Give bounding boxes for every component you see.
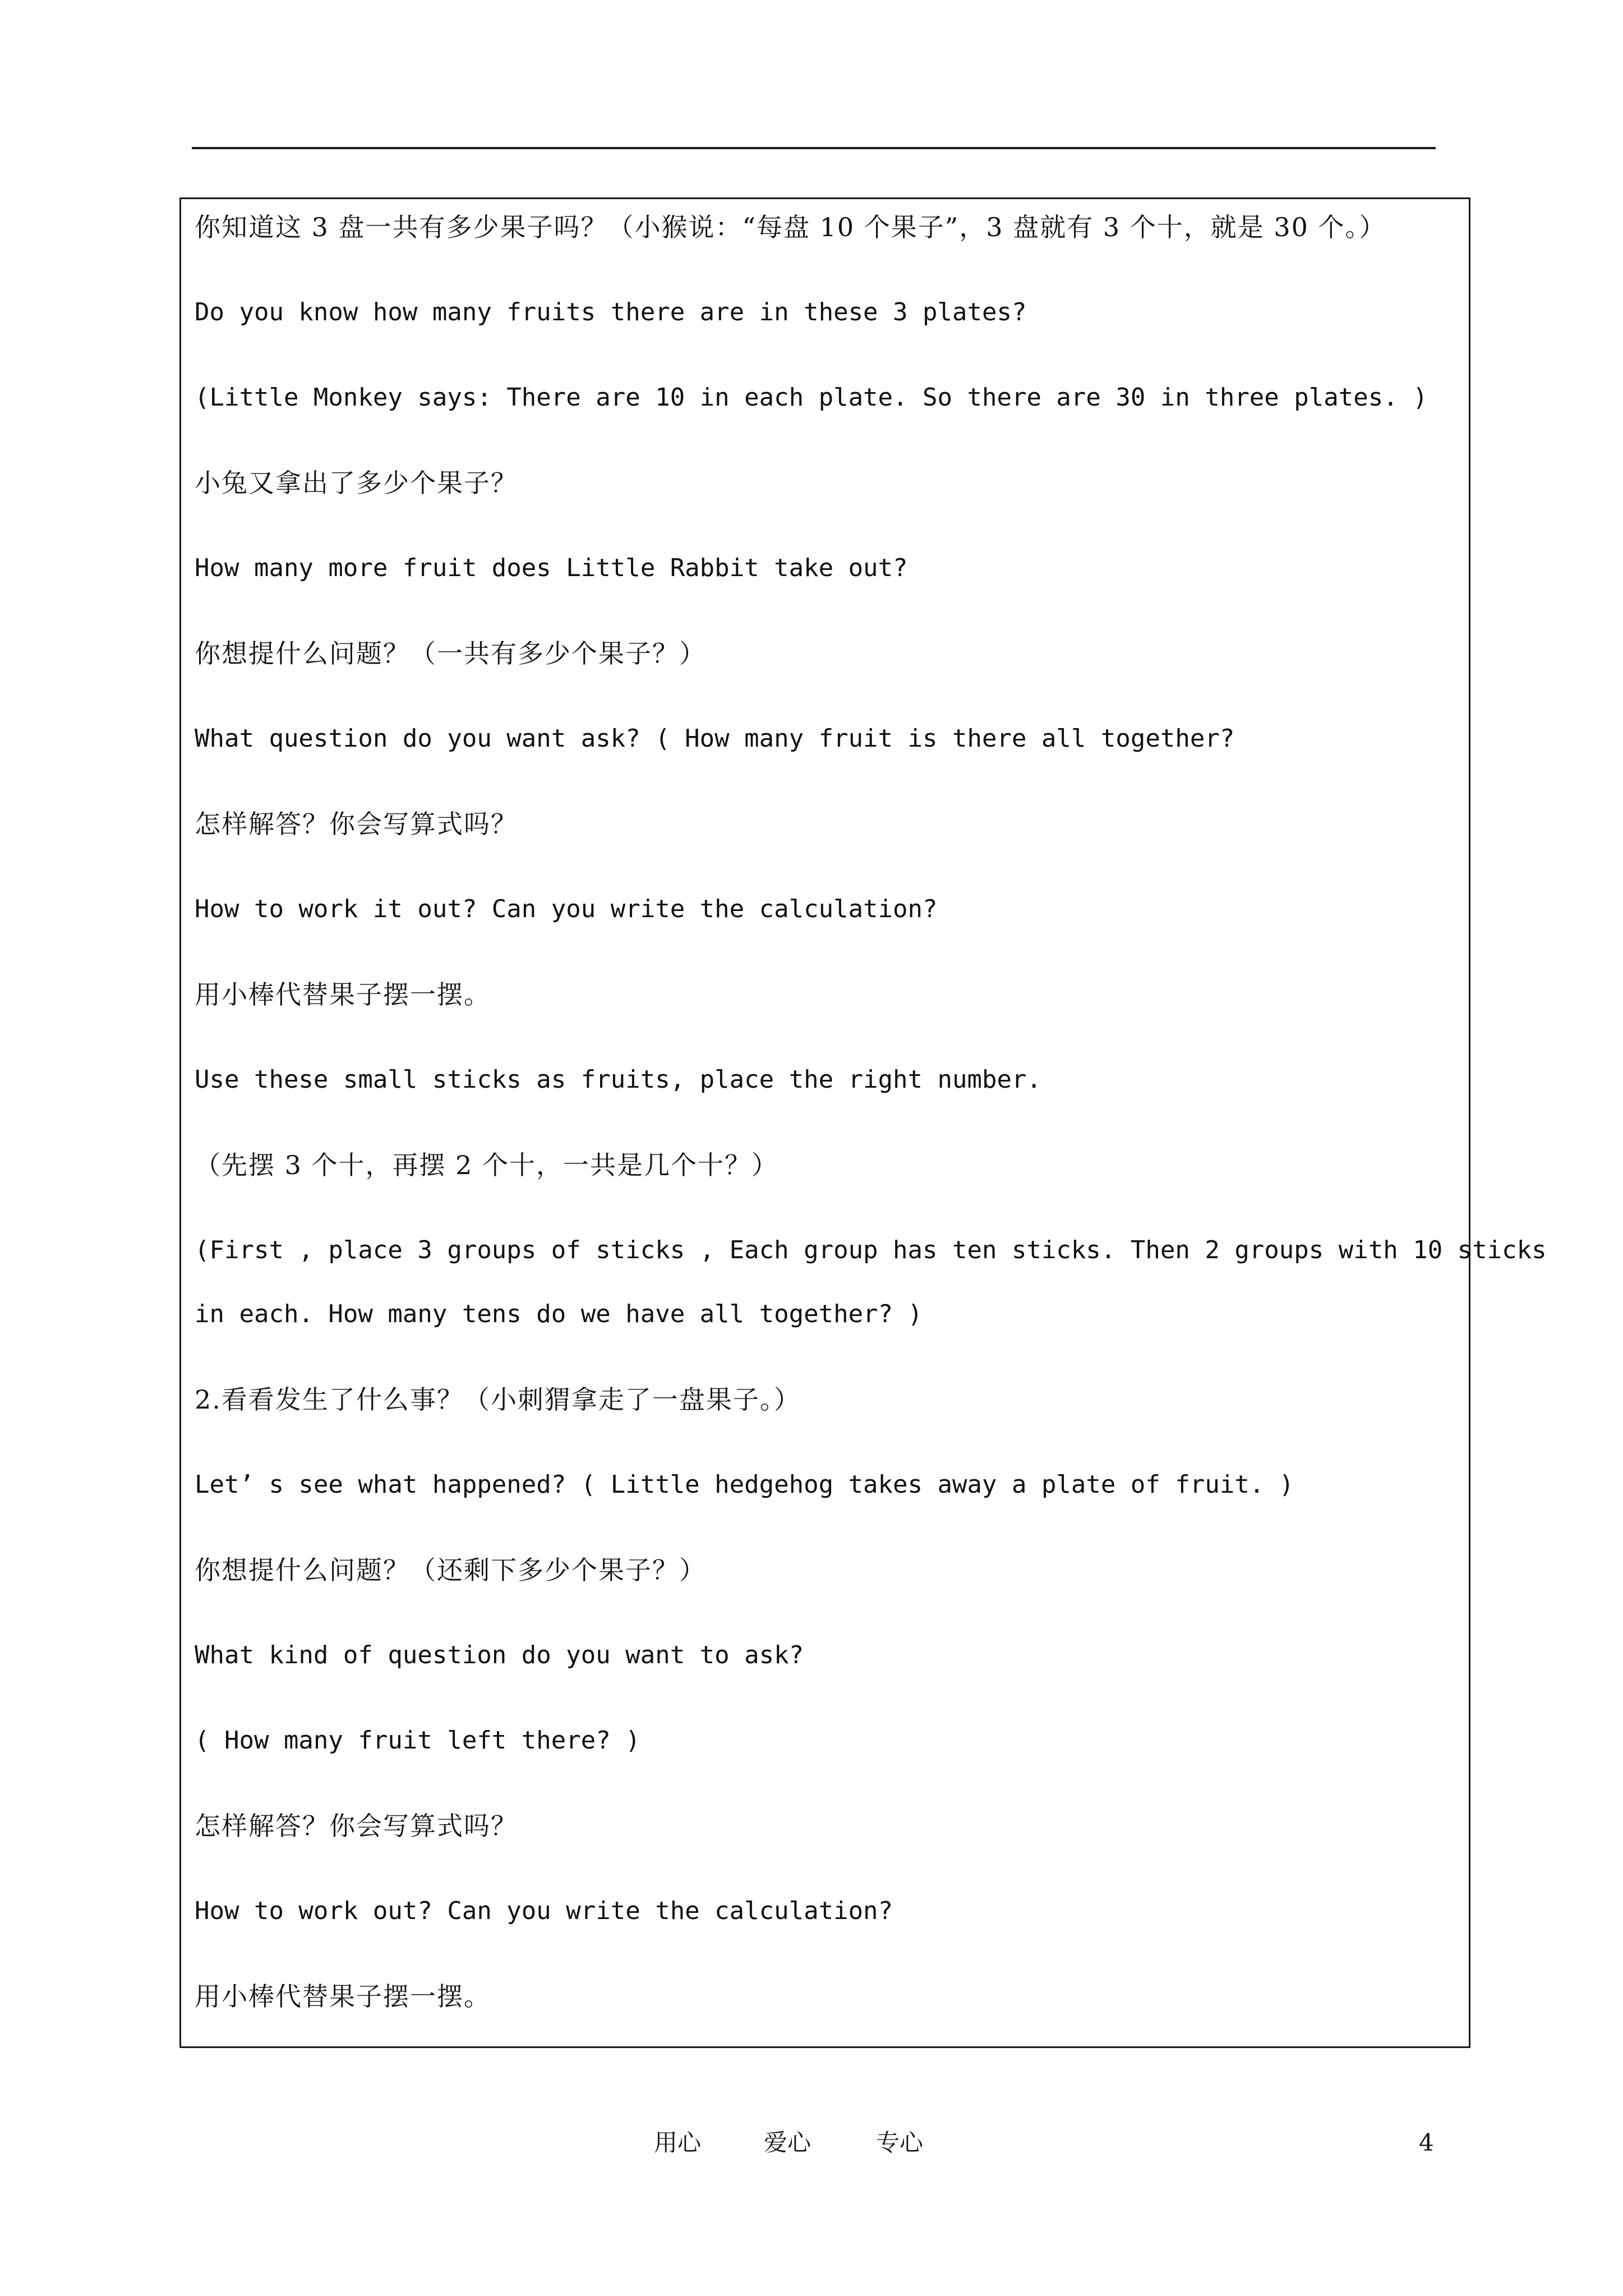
text-line: Use these small sticks as fruits, place the right number.: [195, 1065, 1041, 1094]
text-line: (First , place 3 groups of sticks , Each group has ten sticks. Then 2 groups with 10 sticks: [195, 1236, 1547, 1264]
text-line: 2.看看发生了什么事？（小刺猬拿走了一盘果子。）: [195, 1384, 801, 1415]
lesson-content-box: [179, 197, 1547, 2048]
text-line: 怎样解答？你会写算式吗？: [195, 1811, 518, 1841]
text-line: Do you know how many fruits there are in these 3 plates?: [195, 298, 1027, 326]
text-line: 你知道这 3 盘一共有多少果子吗？（小猴说：“每盘 10 个果子”，3 盘就有 3 个十，就是 30 个。）: [195, 212, 1386, 242]
footer-word-zhuanxin: 专心: [876, 2129, 924, 2156]
footer-word-yongxin: 用心: [654, 2129, 702, 2156]
text-line: 用小棒代替果子摆一摆。: [195, 979, 491, 1010]
text-line: ( How many fruit left there? ): [195, 1726, 640, 1755]
text-line: 小兔又拿出了多少个果子？: [195, 468, 518, 498]
page-number: 4: [1419, 2129, 1434, 2156]
footer-word-aixin: 爱心: [764, 2129, 811, 2156]
text-line: （先摆 3 个十，再摆 2 个十，一共是几个十？）: [195, 1150, 779, 1180]
text-line: 你想提什么问题？（还剩下多少个果子？）: [195, 1555, 706, 1585]
header-rule: [192, 147, 1436, 149]
text-line: What question do you want ask? ( How many fruit is there all together?: [195, 724, 1235, 753]
text-line: How to work it out? Can you write the calculation?: [195, 895, 938, 923]
text-line: (Little Monkey says: There are 10 in each plate. So there are 30 in three plates. ): [195, 383, 1428, 412]
text-line: How many more fruit does Little Rabbit take out?: [195, 554, 908, 582]
text-line: How to work out? Can you write the calculation?: [195, 1897, 893, 1925]
text-line: Let’ s see what happened? ( Little hedgehog takes away a plate of fruit. ): [195, 1470, 1294, 1499]
text-line: in each. How many tens do we have all together? ): [195, 1300, 923, 1328]
text-line: 怎样解答？你会写算式吗？: [195, 809, 518, 839]
text-line: 用小棒代替果子摆一摆。: [195, 1981, 491, 2012]
text-line: 你想提什么问题？（一共有多少个果子？）: [195, 638, 706, 669]
text-line: What kind of question do you want to ask?: [195, 1641, 804, 1669]
